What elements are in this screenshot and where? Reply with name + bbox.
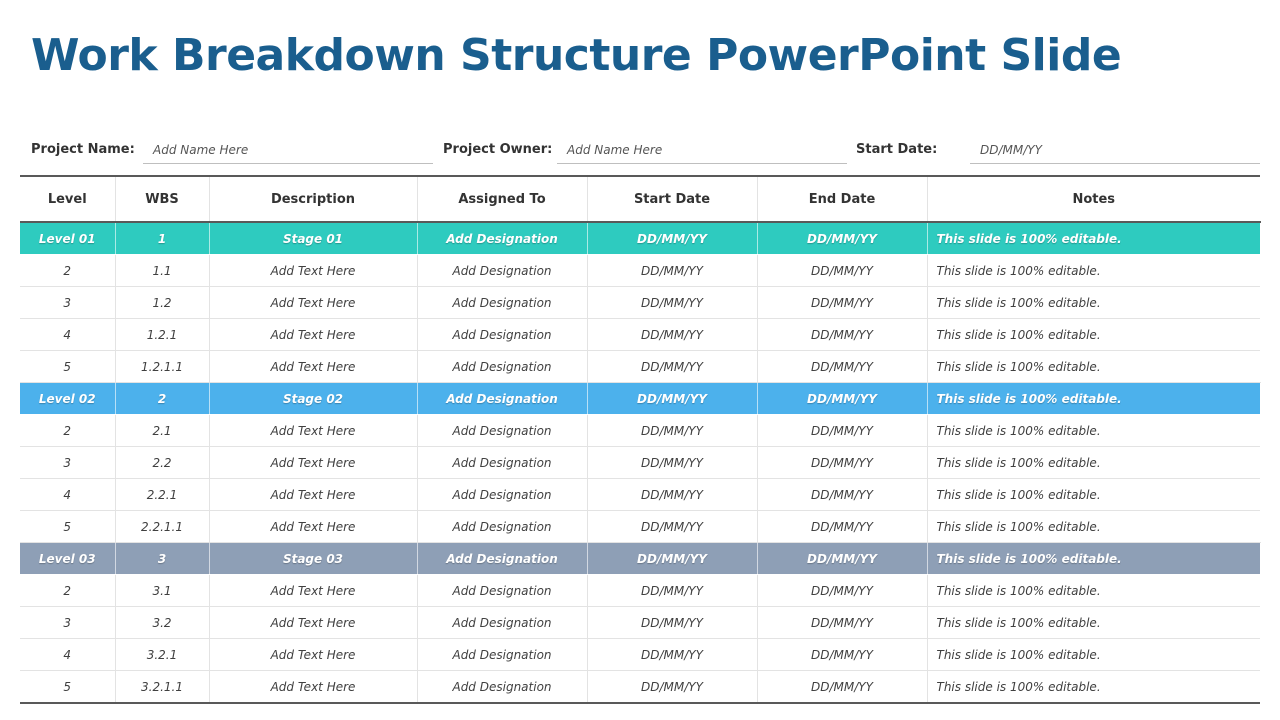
stage-row [20, 222, 1260, 255]
cell-end-date: DD/MM/YY [757, 575, 927, 607]
cell-end-date: DD/MM/YY [757, 543, 927, 575]
table-row [20, 447, 1260, 479]
cell-end-date: DD/MM/YY [757, 639, 927, 671]
cell-notes: This slide is 100% editable. [927, 479, 1260, 511]
cell-wbs: 1.2.1.1 [115, 351, 209, 383]
cell-assigned-to: Add Designation [417, 415, 587, 447]
cell-start-date: DD/MM/YY [587, 222, 757, 255]
header-start-date: Start Date [587, 176, 757, 222]
cell-description: Add Text Here [209, 607, 417, 639]
cell-end-date: DD/MM/YY [757, 415, 927, 447]
cell-description: Add Text Here [209, 447, 417, 479]
cell-description: Add Text Here [209, 671, 417, 704]
table-row [20, 639, 1260, 671]
cell-end-date: DD/MM/YY [757, 319, 927, 351]
cell-wbs: 2.1 [115, 415, 209, 447]
stage-row [20, 543, 1260, 575]
cell-description: Stage 02 [209, 383, 417, 415]
header-wbs: WBS [115, 176, 209, 222]
cell-description: Stage 01 [209, 222, 417, 255]
table-row [20, 575, 1260, 607]
cell-description: Add Text Here [209, 351, 417, 383]
cell-assigned-to: Add Designation [417, 639, 587, 671]
start-date-field[interactable]: DD/MM/YY [970, 136, 1260, 164]
cell-level: 4 [20, 319, 115, 351]
table-row [20, 607, 1260, 639]
wbs-table [20, 175, 1261, 704]
cell-end-date: DD/MM/YY [757, 383, 927, 415]
slide-title: Work Breakdown Structure PowerPoint Slide [31, 30, 1122, 81]
header-end-date: End Date [757, 176, 927, 222]
cell-end-date: DD/MM/YY [757, 222, 927, 255]
cell-start-date: DD/MM/YY [587, 575, 757, 607]
cell-end-date: DD/MM/YY [757, 671, 927, 704]
cell-wbs: 3.2 [115, 607, 209, 639]
cell-assigned-to: Add Designation [417, 607, 587, 639]
table-header-row [20, 176, 1260, 222]
cell-start-date: DD/MM/YY [587, 639, 757, 671]
cell-level: 3 [20, 607, 115, 639]
cell-wbs: 1.2 [115, 287, 209, 319]
cell-level: 2 [20, 255, 115, 287]
cell-description: Add Text Here [209, 511, 417, 543]
cell-assigned-to: Add Designation [417, 351, 587, 383]
cell-notes: This slide is 100% editable. [927, 511, 1260, 543]
cell-notes: This slide is 100% editable. [927, 639, 1260, 671]
cell-level: 3 [20, 447, 115, 479]
cell-assigned-to: Add Designation [417, 287, 587, 319]
table-row [20, 511, 1260, 543]
cell-end-date: DD/MM/YY [757, 255, 927, 287]
cell-description: Add Text Here [209, 415, 417, 447]
cell-wbs: 1.2.1 [115, 319, 209, 351]
cell-start-date: DD/MM/YY [587, 255, 757, 287]
cell-end-date: DD/MM/YY [757, 447, 927, 479]
cell-notes: This slide is 100% editable. [927, 383, 1260, 415]
header-description: Description [209, 176, 417, 222]
cell-description: Stage 03 [209, 543, 417, 575]
cell-start-date: DD/MM/YY [587, 511, 757, 543]
cell-assigned-to: Add Designation [417, 383, 587, 415]
cell-level: 3 [20, 287, 115, 319]
cell-wbs: 3 [115, 543, 209, 575]
cell-level: 2 [20, 415, 115, 447]
header-assigned-to: Assigned To [417, 176, 587, 222]
cell-assigned-to: Add Designation [417, 575, 587, 607]
cell-wbs: 3.2.1.1 [115, 671, 209, 704]
table-row [20, 671, 1260, 704]
cell-level: 5 [20, 511, 115, 543]
cell-description: Add Text Here [209, 319, 417, 351]
cell-notes: This slide is 100% editable. [927, 671, 1260, 704]
cell-wbs: 2 [115, 383, 209, 415]
project-name-label: Project Name: [31, 142, 135, 157]
cell-end-date: DD/MM/YY [757, 607, 927, 639]
table-row [20, 479, 1260, 511]
cell-level: Level 01 [20, 222, 115, 255]
cell-end-date: DD/MM/YY [757, 479, 927, 511]
cell-assigned-to: Add Designation [417, 543, 587, 575]
table-row [20, 319, 1260, 351]
cell-start-date: DD/MM/YY [587, 287, 757, 319]
project-owner-label: Project Owner: [443, 142, 553, 157]
cell-start-date: DD/MM/YY [587, 671, 757, 704]
cell-description: Add Text Here [209, 639, 417, 671]
cell-wbs: 2.2 [115, 447, 209, 479]
cell-notes: This slide is 100% editable. [927, 415, 1260, 447]
cell-description: Add Text Here [209, 479, 417, 511]
cell-wbs: 3.2.1 [115, 639, 209, 671]
stage-row [20, 383, 1260, 415]
project-owner-field[interactable]: Add Name Here [557, 136, 847, 164]
cell-wbs: 1 [115, 222, 209, 255]
cell-notes: This slide is 100% editable. [927, 222, 1260, 255]
header-level: Level [20, 176, 115, 222]
cell-start-date: DD/MM/YY [587, 543, 757, 575]
cell-start-date: DD/MM/YY [587, 607, 757, 639]
cell-start-date: DD/MM/YY [587, 479, 757, 511]
project-info-row [0, 134, 1280, 168]
cell-end-date: DD/MM/YY [757, 287, 927, 319]
cell-wbs: 3.1 [115, 575, 209, 607]
table-row [20, 287, 1260, 319]
cell-notes: This slide is 100% editable. [927, 351, 1260, 383]
start-date-label: Start Date: [856, 142, 938, 157]
table-row [20, 255, 1260, 287]
cell-notes: This slide is 100% editable. [927, 287, 1260, 319]
project-name-field[interactable]: Add Name Here [143, 136, 433, 164]
cell-start-date: DD/MM/YY [587, 319, 757, 351]
cell-wbs: 2.2.1 [115, 479, 209, 511]
cell-description: Add Text Here [209, 575, 417, 607]
cell-notes: This slide is 100% editable. [927, 319, 1260, 351]
cell-assigned-to: Add Designation [417, 447, 587, 479]
header-notes: Notes [927, 176, 1260, 222]
cell-start-date: DD/MM/YY [587, 415, 757, 447]
cell-level: 2 [20, 575, 115, 607]
cell-notes: This slide is 100% editable. [927, 255, 1260, 287]
cell-level: 5 [20, 671, 115, 704]
cell-level: 5 [20, 351, 115, 383]
cell-wbs: 2.2.1.1 [115, 511, 209, 543]
cell-notes: This slide is 100% editable. [927, 575, 1260, 607]
cell-level: 4 [20, 479, 115, 511]
cell-notes: This slide is 100% editable. [927, 607, 1260, 639]
cell-assigned-to: Add Designation [417, 479, 587, 511]
cell-end-date: DD/MM/YY [757, 511, 927, 543]
cell-assigned-to: Add Designation [417, 255, 587, 287]
table-row [20, 415, 1260, 447]
cell-assigned-to: Add Designation [417, 319, 587, 351]
cell-level: Level 02 [20, 383, 115, 415]
cell-description: Add Text Here [209, 255, 417, 287]
cell-notes: This slide is 100% editable. [927, 447, 1260, 479]
cell-assigned-to: Add Designation [417, 222, 587, 255]
cell-notes: This slide is 100% editable. [927, 543, 1260, 575]
cell-assigned-to: Add Designation [417, 671, 587, 704]
cell-level: 4 [20, 639, 115, 671]
table-row [20, 351, 1260, 383]
cell-assigned-to: Add Designation [417, 511, 587, 543]
cell-end-date: DD/MM/YY [757, 351, 927, 383]
cell-start-date: DD/MM/YY [587, 351, 757, 383]
table-body [20, 222, 1260, 703]
cell-level: Level 03 [20, 543, 115, 575]
cell-description: Add Text Here [209, 287, 417, 319]
cell-start-date: DD/MM/YY [587, 383, 757, 415]
cell-wbs: 1.1 [115, 255, 209, 287]
cell-start-date: DD/MM/YY [587, 447, 757, 479]
